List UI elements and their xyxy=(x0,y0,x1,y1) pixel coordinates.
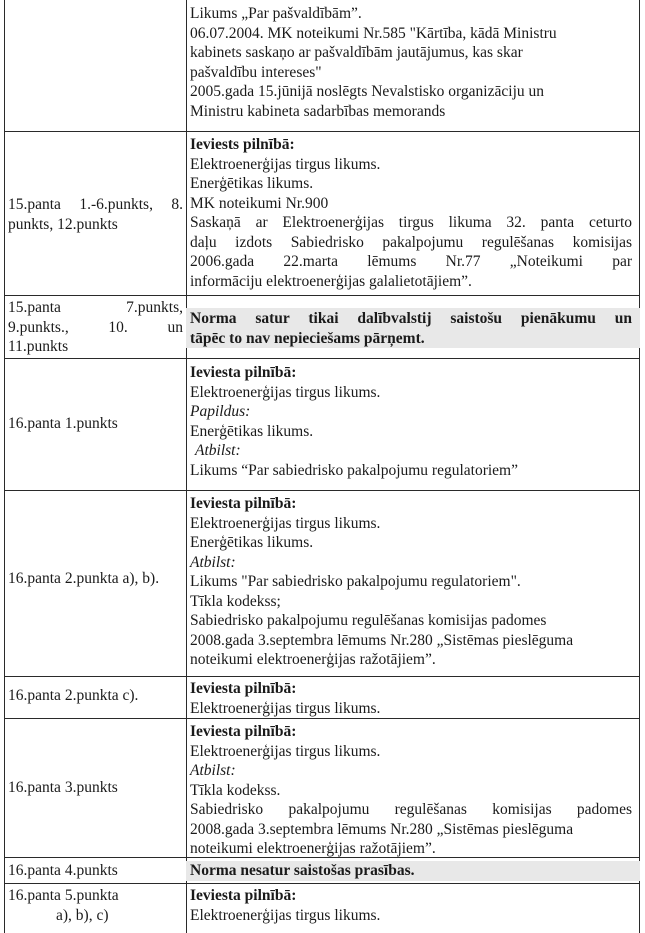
table-cell-provisions xyxy=(190,494,632,670)
row-divider xyxy=(4,131,640,132)
cell-line: Enerģētikas likums. xyxy=(190,534,314,551)
cell-line: Elektroenerģijas tirgus likums. xyxy=(190,155,381,173)
table-cell-article xyxy=(8,195,183,234)
row-divider xyxy=(4,676,640,677)
table-cell-article xyxy=(8,414,183,434)
cell-line: 16.panta 2.punkta c). xyxy=(8,687,139,704)
status-heading: Ieviesta pilnībā: xyxy=(190,364,297,381)
cell-line: daļu izdots Sabiedrisko pakalpojumu regulēšanas komisijas xyxy=(190,233,632,251)
cell-line: 2005.gada 15.jūnijā noslēgts Nevalstisko organizāciju un xyxy=(190,83,544,100)
cell-line: kabinets saskaņo ar pašvaldībām jautājumus, kas skar xyxy=(190,44,523,61)
table-cell-article xyxy=(8,569,183,589)
cell-line: 06.07.2004. MK noteikumi Nr.585 "Kārtība, kādā Ministru xyxy=(190,24,557,42)
cell-line: noteikumi elektroenerģijas ražotājiem”. xyxy=(190,840,436,857)
table-cell-provisions xyxy=(190,363,632,480)
cell-line: Enerģētikas likums. xyxy=(190,422,314,440)
status-statement: Norma nesatur saistošas prasības. xyxy=(190,862,415,879)
sub-heading: Atbilst: xyxy=(190,553,236,571)
cell-line: Enerģētikas likums. xyxy=(190,175,314,192)
table-cell-provisions xyxy=(190,861,632,881)
cell-line: 9.punkts., 10. un xyxy=(8,318,183,336)
table-border-left xyxy=(4,0,5,933)
row-divider xyxy=(4,358,640,359)
cell-line: Elektroenerģijas tirgus likums. xyxy=(190,742,381,760)
cell-line: Tīkla kodekss. xyxy=(190,781,281,799)
row-divider xyxy=(4,718,640,719)
cell-line: Likums "Par sabiedrisko pakalpojumu regulatoriem". xyxy=(190,573,521,590)
cell-line: a), b), c) xyxy=(56,906,109,924)
cell-line: 16.panta 1.punkts xyxy=(8,415,118,432)
cell-line: Tīkla kodekss; xyxy=(190,592,281,610)
cell-line: Sabiedrisko pakalpojumu regulēšanas komisijas padomes xyxy=(190,801,632,818)
cell-line: noteikumi elektroenerģijas ražotājiem”. xyxy=(190,651,436,668)
cell-line: MK noteikumi Nr.900 xyxy=(190,194,329,212)
cell-line: Elektroenerģijas tirgus likums. xyxy=(190,383,381,401)
cell-line: 2006.gada 22.marta lēmums Nr.77 „Noteikumi par xyxy=(190,253,632,270)
status-heading: Ieviesta pilnībā: xyxy=(190,723,297,740)
table-cell-article xyxy=(8,886,183,925)
cell-line: 11.punkts xyxy=(8,338,69,355)
cell-line: Elektroenerģijas tirgus likums. xyxy=(190,514,381,532)
status-heading: Ieviesta pilnībā: xyxy=(190,495,297,512)
table-cell-provisions xyxy=(190,135,632,291)
table-border-right xyxy=(639,0,640,933)
table-cell-article xyxy=(8,686,183,706)
row-divider xyxy=(4,295,640,296)
cell-line: 16.panta 4.punkts xyxy=(8,862,118,879)
cell-line: 15.panta 7.punkts, xyxy=(8,299,183,316)
row-divider xyxy=(4,883,640,884)
cell-line: Elektroenerģijas tirgus likums. xyxy=(190,906,381,924)
cell-line: 16.panta 3.punkts xyxy=(8,779,118,796)
table-cell-provisions xyxy=(190,886,632,925)
table-column-divider xyxy=(186,0,187,933)
table-cell-article xyxy=(8,861,183,881)
status-heading: Ieviesta pilnībā: xyxy=(190,887,297,904)
cell-line: punkts, 12.punkts xyxy=(8,215,118,233)
cell-line: Likums “Par sabiedrisko pakalpojumu regulatoriem” xyxy=(190,461,518,479)
status-heading: Ieviesta pilnībā: xyxy=(190,680,297,697)
cell-line: Elektroenerģijas tirgus likums. xyxy=(190,699,381,717)
table-cell-provisions xyxy=(190,722,632,859)
sub-heading: Atbilst: xyxy=(195,442,241,459)
cell-line: pašvaldību intereses" xyxy=(190,63,322,81)
cell-line: informāciju elektroenerģijas galalietotājiem”. xyxy=(190,272,472,290)
table-cell-article xyxy=(8,778,183,798)
cell-line: Ministru kabineta sadarbības memorands xyxy=(190,102,446,120)
cell-line: Likums „Par pašvaldībām”. xyxy=(190,5,362,22)
sub-heading: Atbilst: xyxy=(190,762,236,779)
row-divider xyxy=(4,490,640,491)
status-statement: Norma satur tikai dalībvalstij saistošu pienākumu un xyxy=(190,310,632,327)
status-statement: tāpēc to nav nepieciešams pārņemt. xyxy=(190,329,425,347)
cell-line: 16.panta 2.punkta a), b). xyxy=(8,570,160,587)
cell-line: 2008.gada 3.septembra lēmums Nr.280 „Sistēmas pieslēguma xyxy=(190,820,574,838)
table-cell-article xyxy=(8,298,183,357)
cell-line: 16.panta 5.punkta xyxy=(8,887,119,904)
cell-line: 15.panta 1.-6.punkts, 8. xyxy=(8,196,183,213)
status-heading: Ieviests pilnībā: xyxy=(190,136,295,153)
table-cell-provisions xyxy=(190,4,632,121)
table-cell-provisions xyxy=(190,309,632,348)
cell-line: 2008.gada 3.septembra lēmums Nr.280 „Sistēmas pieslēguma xyxy=(190,631,574,649)
cell-line: Sabiedrisko pakalpojumu regulēšanas komisijas padomes xyxy=(190,612,547,629)
table-cell-provisions xyxy=(190,679,632,718)
sub-heading: Papildus: xyxy=(190,403,251,420)
cell-line: Saskaņā ar Elektroenerģijas tirgus likuma 32. panta ceturto xyxy=(190,214,632,231)
